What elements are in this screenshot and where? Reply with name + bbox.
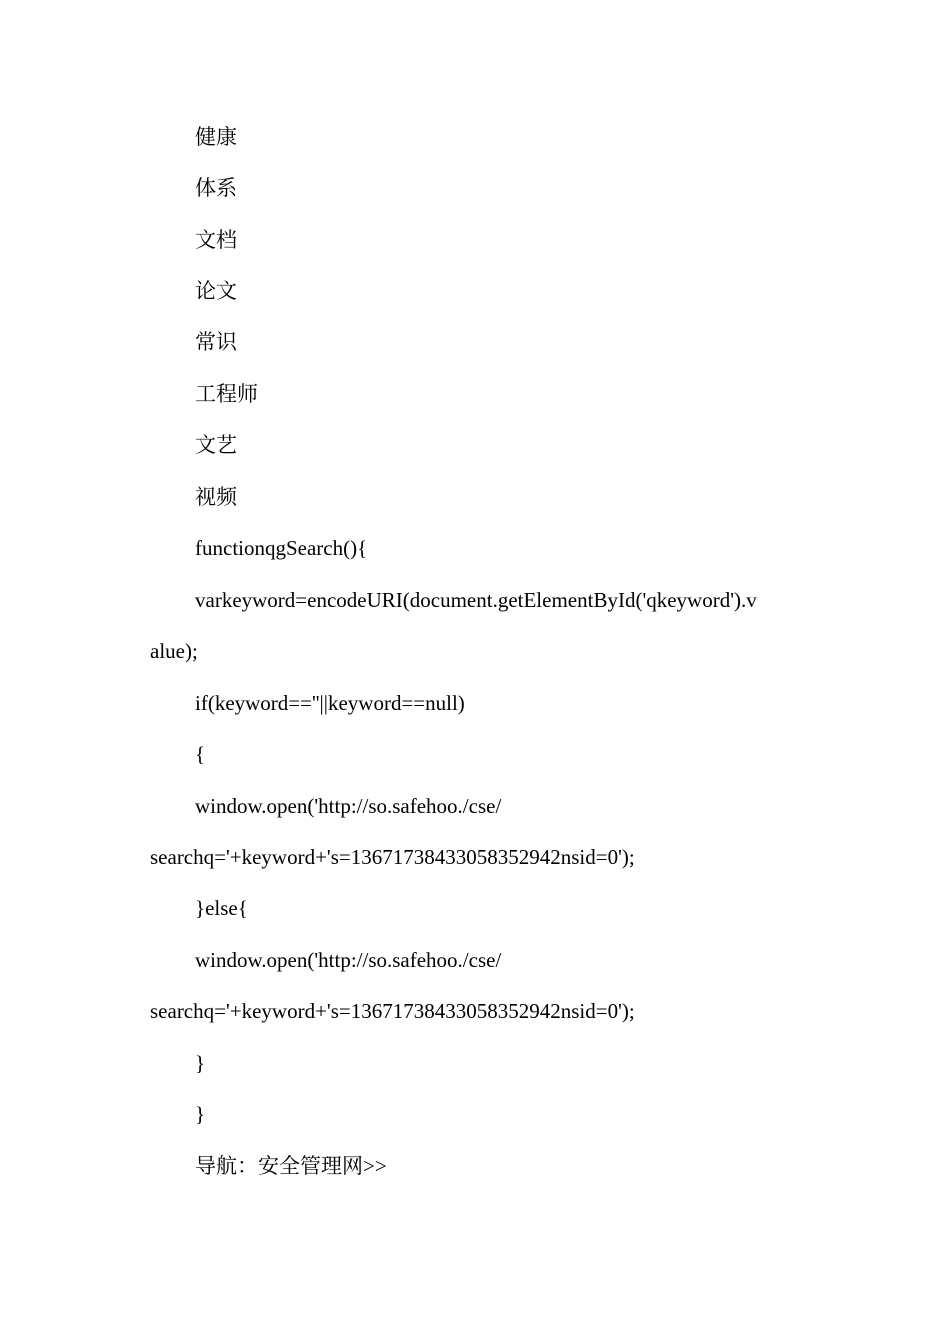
text-line: 常识 xyxy=(195,330,237,354)
text-line: 体系 xyxy=(195,176,237,200)
code-line: } xyxy=(195,1102,206,1126)
text-line: 视频 xyxy=(195,485,237,509)
code-line: window.open('http://so.safehoo./cse/ xyxy=(195,794,502,818)
code-line: alue); xyxy=(150,639,198,663)
code-line: }else{ xyxy=(195,896,248,920)
code-line: { xyxy=(195,742,206,766)
code-line: window.open('http://so.safehoo./cse/ xyxy=(195,948,502,972)
code-line: if(keyword==''||keyword==null) xyxy=(195,691,465,715)
code-line: varkeyword=encodeURI(document.getElementById('qkeyword').v xyxy=(195,588,757,612)
code-line: } xyxy=(195,1051,206,1075)
text-line: 文档 xyxy=(195,228,237,252)
text-line: 文艺 xyxy=(195,433,237,457)
code-line: searchq='+keyword+'s=13671738433058352942nsid=0'); xyxy=(150,999,635,1023)
navigation-line: 导航：安全管理网>> xyxy=(195,1154,387,1178)
text-line: 工程师 xyxy=(195,382,258,406)
code-line: functionqgSearch(){ xyxy=(195,536,368,560)
text-line: 论文 xyxy=(195,279,237,303)
text-line: 健康 xyxy=(195,125,237,149)
code-line: searchq='+keyword+'s=13671738433058352942nsid=0'); xyxy=(150,845,635,869)
